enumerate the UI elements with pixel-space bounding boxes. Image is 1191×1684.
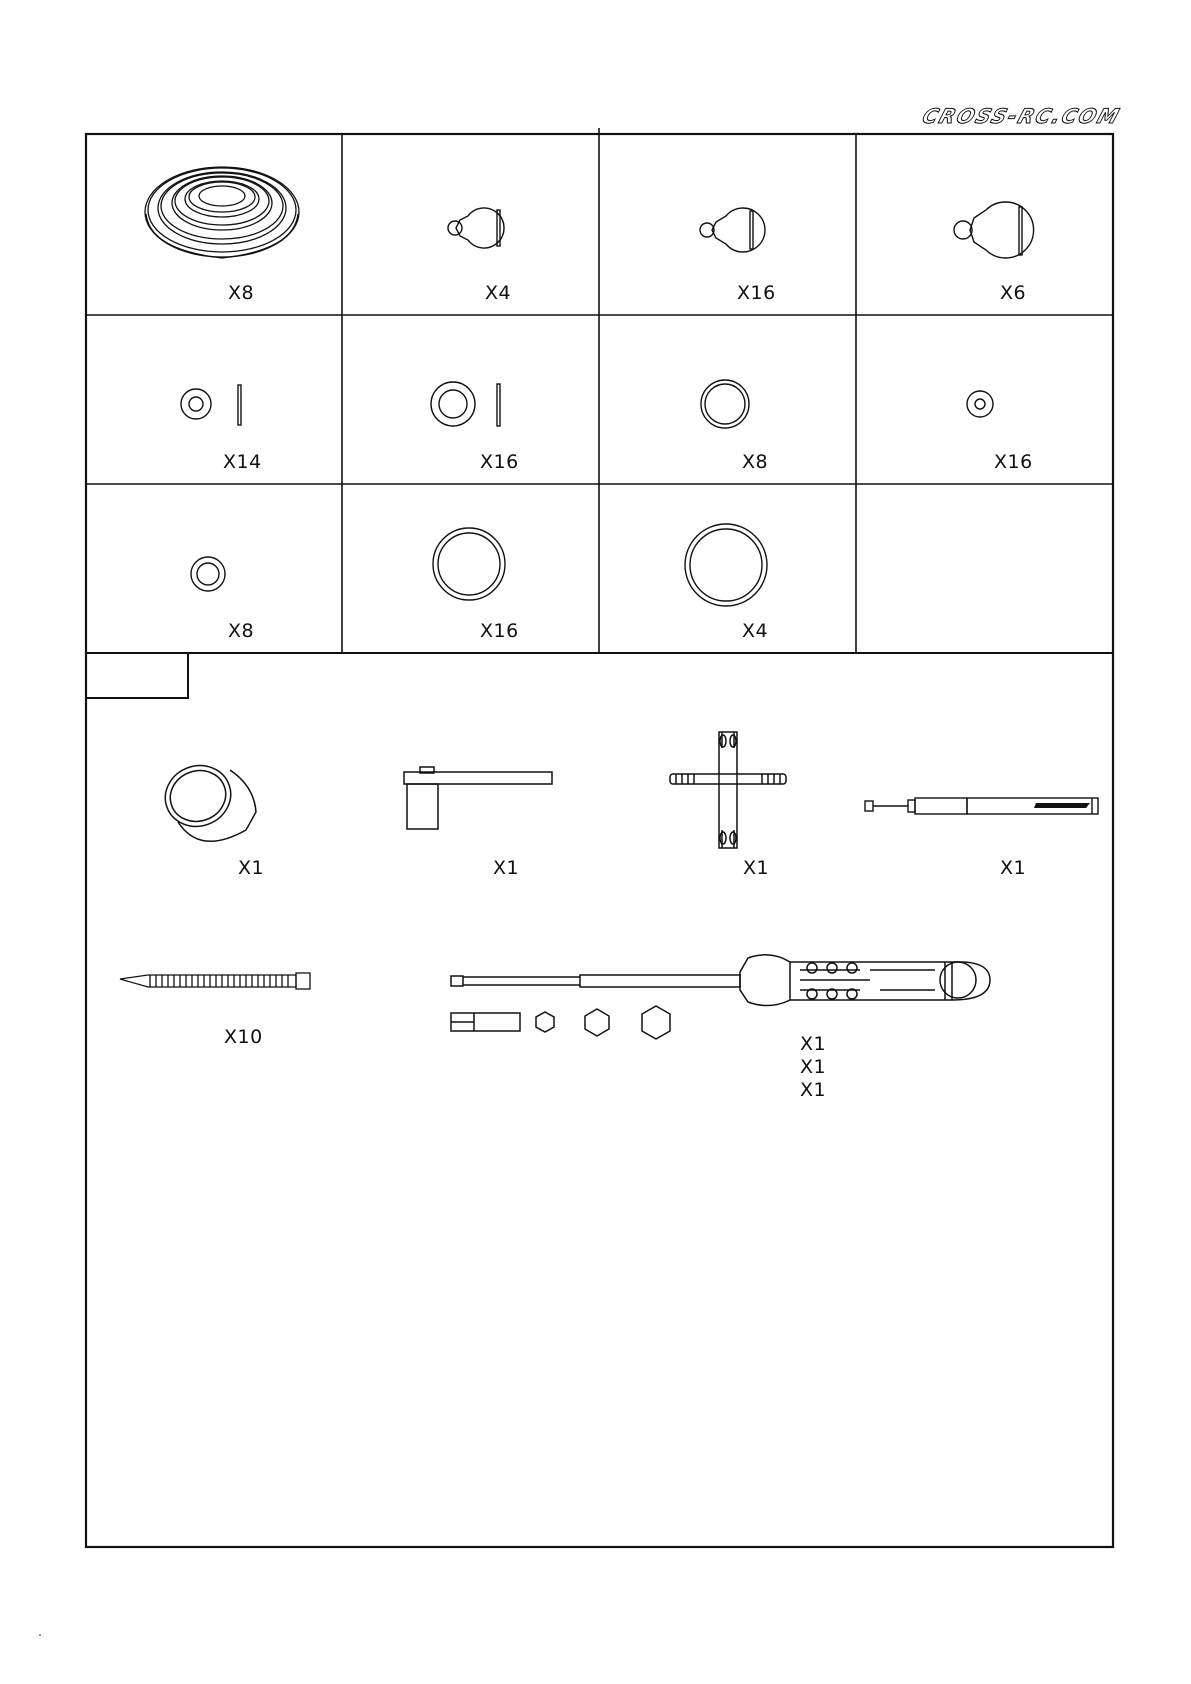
qty-o-ring-xlarge: X4 (742, 620, 769, 642)
washer-small-icon (181, 385, 241, 425)
o-ring-large-icon (433, 528, 505, 600)
cable-tie-icon (120, 973, 310, 989)
dust-boot-icon (145, 167, 299, 258)
qty-cap-tool: X1 (238, 857, 265, 879)
qty-e-clip-large: X6 (1000, 282, 1027, 304)
washer-medium-icon (431, 382, 500, 426)
qty-cross-wrench: X1 (743, 857, 770, 879)
qty-hex-driver: X1 (1000, 857, 1027, 879)
qty-screwdriver-2: X1 (800, 1056, 827, 1078)
o-ring-small-icon (191, 557, 225, 591)
e-clip-medium-icon (700, 208, 765, 252)
qty-washer-medium: X16 (480, 451, 519, 473)
hex-driver-icon (865, 798, 1098, 814)
qty-e-clip-small: X4 (485, 282, 512, 304)
qty-dust-boot: X8 (228, 282, 255, 304)
section-tab (86, 653, 188, 698)
scan-mark (39, 1634, 41, 1636)
brand-logo: CROSS-RC.COM (919, 104, 1124, 128)
qty-cable-tie: X10 (224, 1026, 263, 1048)
o-ring-xlarge-icon (685, 524, 767, 606)
qty-o-ring-small: X8 (228, 620, 255, 642)
shock-wrench-icon (404, 767, 552, 829)
qty-screwdriver-1: X1 (800, 1033, 827, 1055)
screwdriver-icon (451, 955, 990, 1006)
e-clip-large-icon (954, 202, 1034, 258)
cross-wrench-icon (670, 732, 786, 848)
hex-bit-icon (451, 1013, 520, 1031)
qty-o-ring-medium: X8 (742, 451, 769, 473)
qty-o-ring-large: X16 (480, 620, 519, 642)
qty-e-clip-medium: X16 (737, 282, 776, 304)
qty-washer-tiny: X16 (994, 451, 1033, 473)
qty-shock-wrench: X1 (493, 857, 520, 879)
e-clip-small-icon (448, 208, 504, 248)
qty-screwdriver-3: X1 (800, 1079, 827, 1101)
o-ring-medium-icon (701, 380, 749, 428)
hex-nut-small-icon (536, 1012, 554, 1032)
hex-nut-medium-icon (585, 1009, 609, 1036)
qty-washer-small: X14 (223, 451, 262, 473)
washer-tiny-icon (967, 391, 993, 417)
cap-tool-icon (157, 757, 256, 842)
hex-nut-large-icon (642, 1006, 670, 1039)
